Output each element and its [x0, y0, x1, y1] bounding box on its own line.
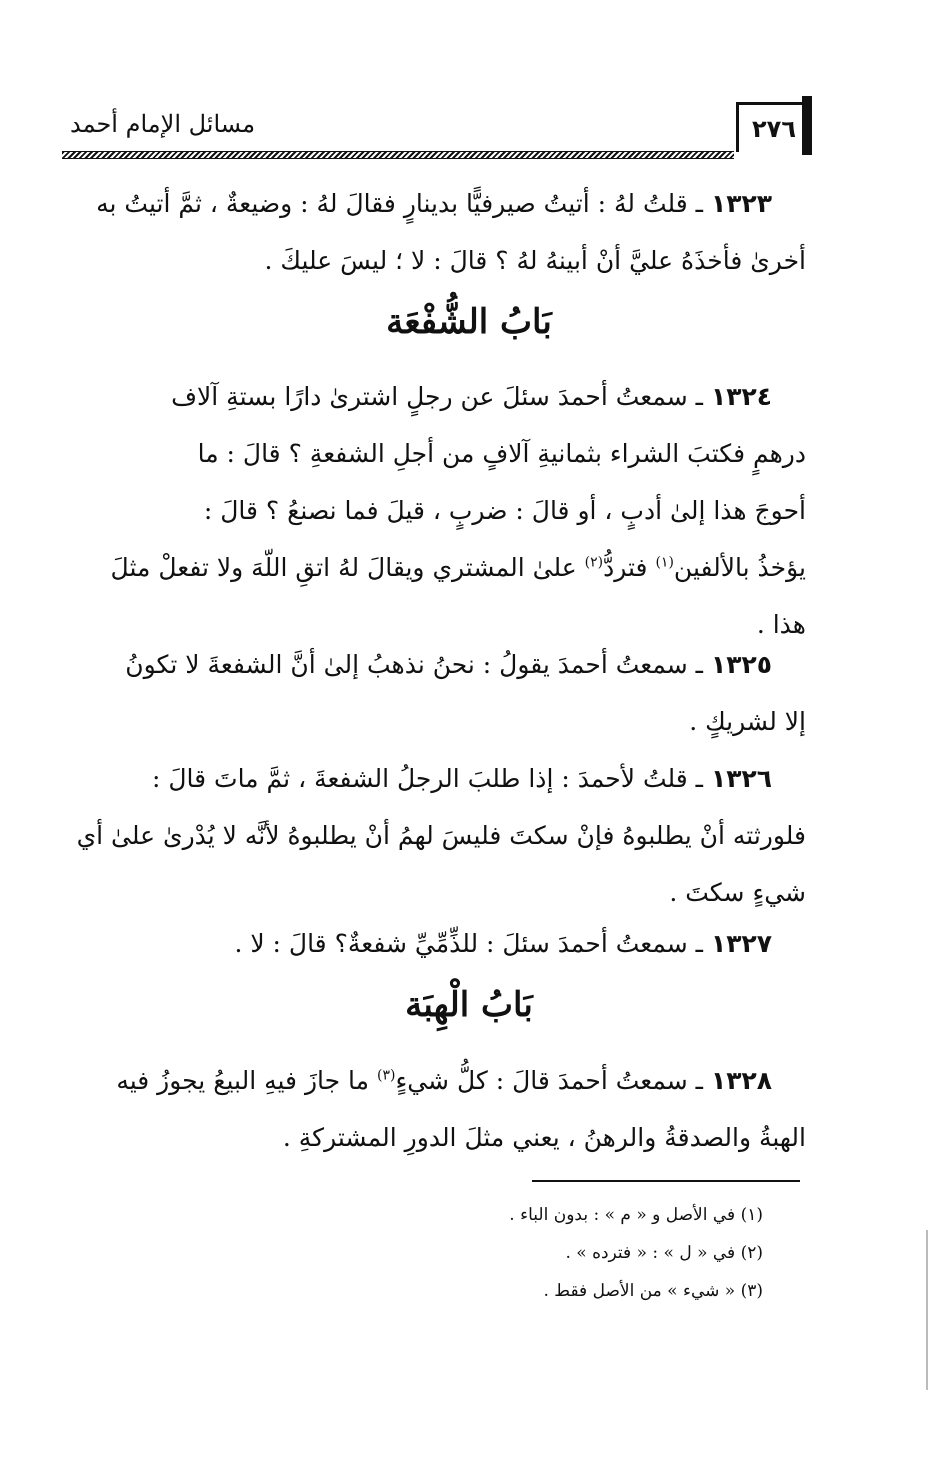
paragraph-line: الهبةُ والصدقةُ والرهنُ ، يعني مثلَ الدورِ المشتركةِ .	[282, 1123, 806, 1152]
paragraph-number: ١٣٢٤	[710, 382, 772, 411]
section-heading-hiba: بَابُ الْهِبَة	[405, 985, 533, 1025]
header-hatch-rule	[62, 151, 734, 159]
footnote-ref-1[interactable]: (١)	[655, 554, 674, 571]
paragraph-line	[62, 1052, 806, 1109]
paragraph-1323	[62, 175, 806, 289]
footnotes	[509, 1196, 763, 1310]
paragraph-text: ـ سمعتُ أحمدَ سئلَ عن رجلٍ اشترىٰ دارًا بستةِ آلاف	[171, 382, 703, 411]
paragraph-line	[62, 750, 806, 807]
paragraph-text: فتردُّ	[603, 553, 656, 582]
paragraph-text: ـ قلتُ لأحمدَ : إذا طلبَ الرجلُ الشفعةَ ، ثمَّ ماتَ قالَ :	[151, 764, 703, 793]
paragraph-text: ـ قلتُ لهُ : أتيتُ صيرفيًّا بدينارٍ فقالَ لهُ : وضيعةٌ ، ثمَّ أتيتُ به	[96, 189, 703, 218]
paragraph-text: يؤخذُ بالألفين	[673, 553, 806, 582]
paragraph-1325	[62, 636, 806, 750]
paragraph-1327	[62, 915, 806, 972]
paragraph-line: فلورثته أنْ يطلبوهُ فإنْ سكتَ فليسَ لهمُ أنْ يطلبوهُ لأنَّه لا يُدْرىٰ علىٰ أي	[76, 821, 806, 850]
paragraph-line	[62, 175, 806, 232]
paragraph-line	[62, 539, 806, 596]
paragraph-number: ١٣٢٧	[710, 929, 772, 958]
paragraph-number: ١٣٢٦	[710, 764, 772, 793]
paragraph-line	[62, 368, 806, 425]
paragraph-line: أحوجَ هذا إلىٰ أدبٍ ، أو قالَ : ضربٍ ، قيلَ فما نصنعُ ؟ قالَ :	[203, 496, 806, 525]
paragraph-number: ١٣٢٣	[710, 189, 772, 218]
page-number-box	[736, 102, 812, 152]
page-header	[62, 92, 812, 164]
paragraph-line	[62, 636, 806, 693]
paragraph-1328	[62, 1052, 806, 1166]
footnote-ref-2[interactable]: (٢)	[584, 554, 604, 571]
paragraph-text: علىٰ المشتري ويقالَ لهُ اتقِ اللّهَ ولا تفعلْ مثلَ	[110, 553, 585, 582]
page-number-box-corner	[802, 96, 812, 155]
paragraph-line: درهمٍ فكتبَ الشراء بثمانيةِ آلافٍ من أجلِ الشفعةِ ؟ قالَ : ما	[197, 439, 806, 468]
footnote-1: (١) في الأصل و « م » : بدون الباء .	[509, 1205, 763, 1225]
scan-edge-mark	[926, 1230, 928, 1390]
footnote-ref-3[interactable]: (٣)	[377, 1067, 396, 1084]
running-title: مسائل الإمام أحمد	[70, 110, 256, 138]
paragraph-text: ـ سمعتُ أحمدَ قالَ : كلُّ شيءٍ	[395, 1066, 703, 1095]
paragraph-1324	[62, 368, 806, 653]
paragraph-text: ـ سمعتُ أحمدَ يقولُ : نحنُ نذهبُ إلىٰ أنَّ الشفعةَ لا تكونُ	[125, 650, 703, 679]
paragraph-text: ـ سمعتُ أحمدَ سئلَ : للذِّمِّيِّ شفعةٌ؟ قالَ : لا .	[234, 929, 703, 958]
footnote-3: (٣) « شيء » من الأصل فقط .	[543, 1281, 763, 1301]
page-number: ٢٧٦	[752, 114, 796, 143]
paragraph-line: هذا .	[756, 610, 806, 639]
paragraph-1326	[62, 750, 806, 921]
paragraph-text: ما جازَ فيهِ البيعُ يجوزُ فيه	[116, 1066, 377, 1095]
paragraph-line: أخرىٰ فأخذَهُ عليَّ أنْ أبينهُ لهُ ؟ قالَ : لا ؛ ليسَ عليكَ .	[264, 246, 806, 275]
paragraph-number: ١٣٢٨	[710, 1066, 772, 1095]
footnote-separator	[532, 1180, 800, 1182]
paragraph-line: إلا لشريكٍ .	[689, 707, 806, 736]
paragraph-number: ١٣٢٥	[710, 650, 772, 679]
paragraph-line: شيءٍ سكتَ .	[669, 878, 806, 907]
footnote-2: (٢) في « ل » : « فترده » .	[565, 1243, 763, 1263]
section-heading-shufa: بَابُ الشُّفْعَة	[386, 302, 552, 342]
paragraph-line	[62, 915, 806, 972]
